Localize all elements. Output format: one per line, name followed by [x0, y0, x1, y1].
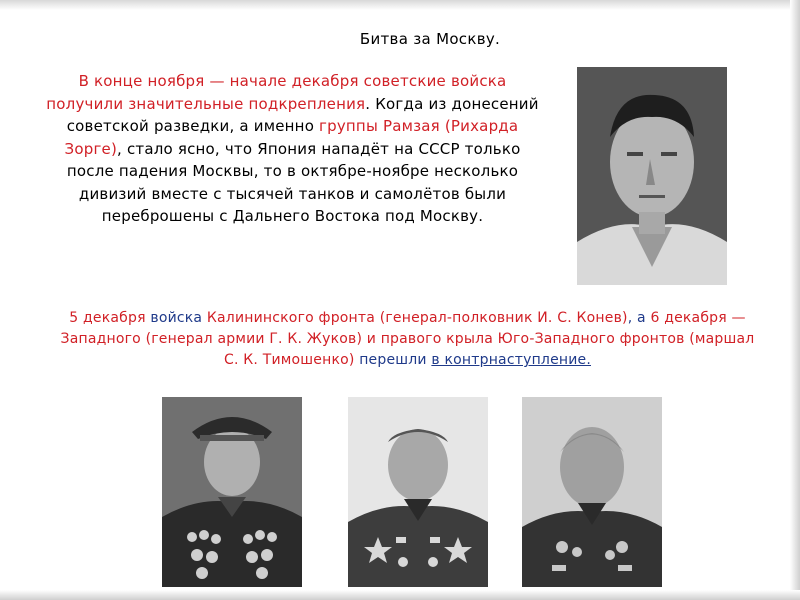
paragraph-reinforcements: [40, 70, 545, 228]
para2-red-front-1: Калининского фронта (генерал-полковник И. С. Конев): [206, 310, 628, 326]
slide-shadow-top: [0, 0, 800, 10]
para1-red-text-1: В конце ноября — начале декабря советские войска получили значительные подкрепления: [46, 72, 507, 113]
slide-shadow-bottom: [0, 590, 800, 600]
portrait-zhukov: [348, 397, 488, 587]
para1-red-text-2: группы Рамзая (Рихарда Зорге): [64, 117, 519, 158]
paragraph-counteroffensive: [55, 308, 760, 371]
para1-text-1: . Когда из донесений советской разведки, а именно: [66, 94, 539, 135]
para2-red-date-1: 5 декабря: [69, 310, 146, 326]
para2-text-1: войска: [145, 310, 207, 326]
slide-shadow-right: [790, 0, 800, 600]
para2-counteroffensive-link: в контрнаступление.: [431, 352, 591, 368]
para2-red-fronts-2: 6 декабря — Западного (генерал армии Г. К. Жуков) и правого крыла Юго-Западного фронтов (маршал С. К. Тимошенко): [60, 310, 755, 368]
para1-text-2: , стало ясно, что Япония нападёт на СССР только после падения Москвы, то в октябре-ноябре несколько дивизий вместе с тысячей танков и самолётов были переброшены с Дальнего Востока под Москву.: [66, 139, 521, 225]
para2-text-2: , а: [627, 310, 651, 326]
portrait-sorge: [577, 67, 727, 285]
portrait-konev: [162, 397, 302, 587]
portrait-timoshenko: [522, 397, 662, 587]
para2-text-3: перешли: [354, 352, 432, 368]
slide-title: Битва за Москву.: [359, 30, 501, 48]
